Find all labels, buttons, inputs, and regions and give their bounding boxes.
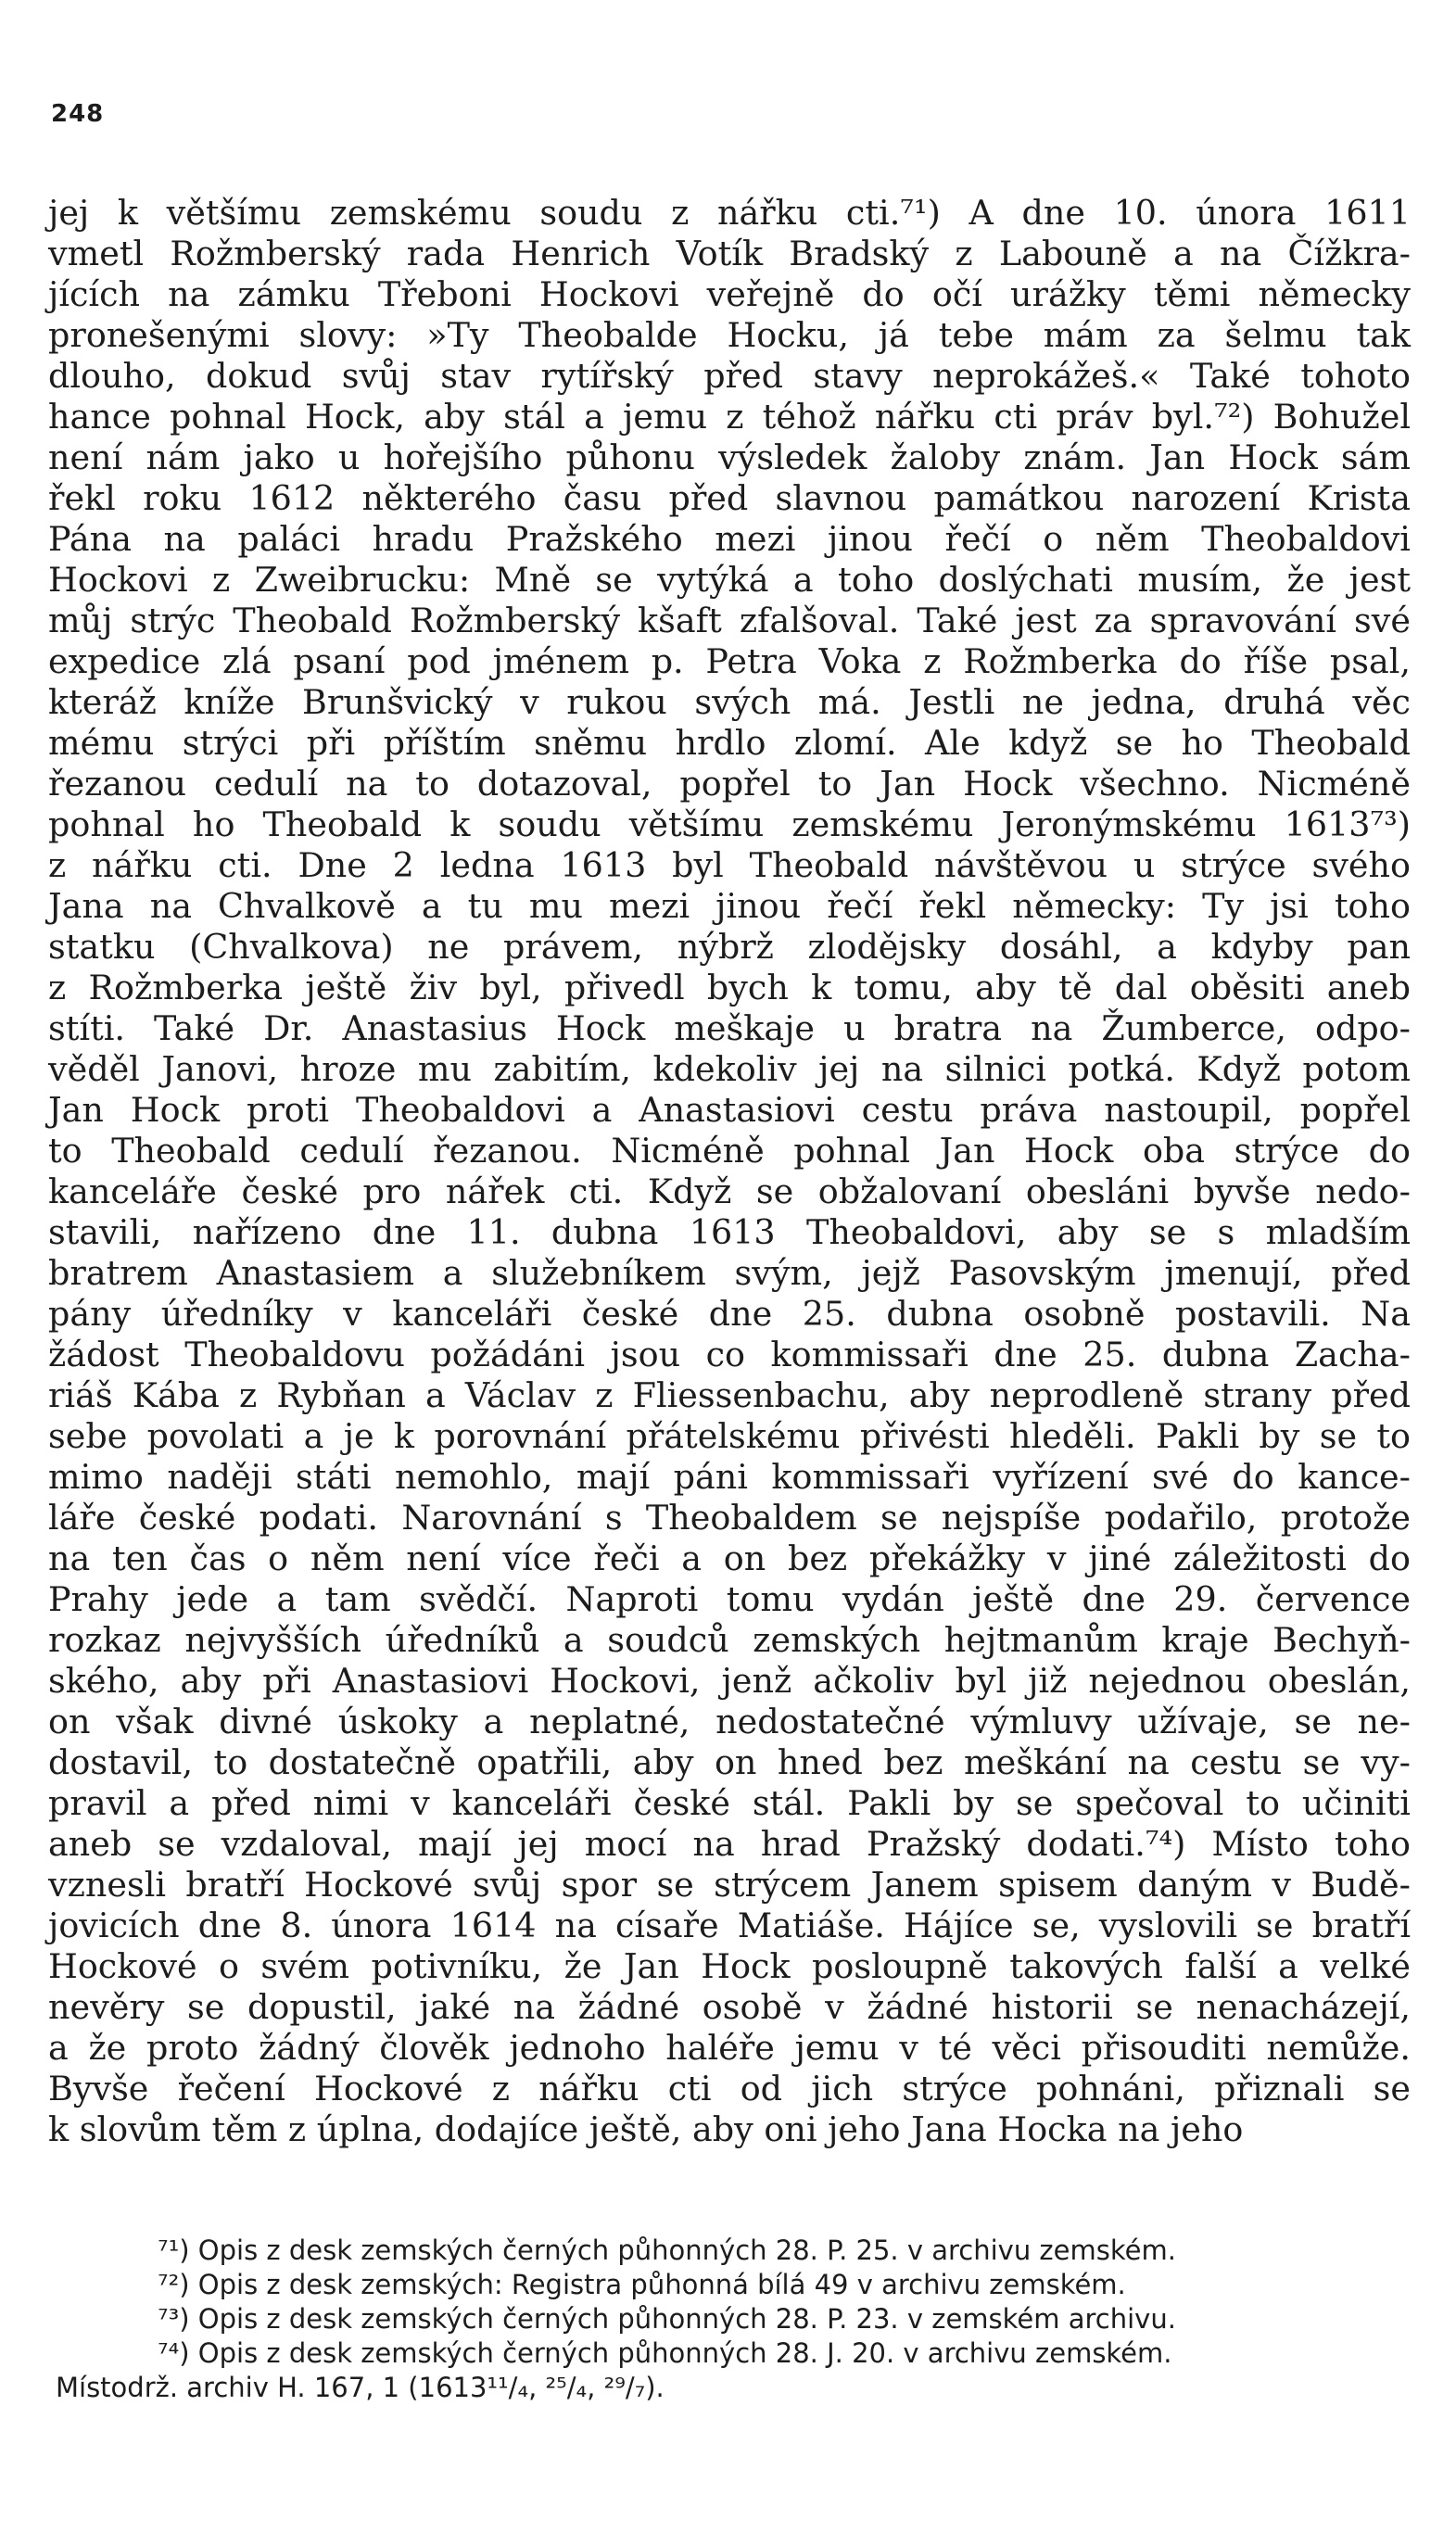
text-line: Jan Hock proti Theobaldovi a Anastasiovi cestu práva nastoupil, popřel [48,1090,1411,1130]
text-line: dostavil, to dostatečně opatřili, aby on hned bez meškání na cestu se vy- [48,1742,1411,1782]
text-line: řezanou cedulí na to dotazoval, popřel to Jan Hock všechno. Nicméně [48,764,1411,804]
text-line: aneb se vzdaloval, mají jej mocí na hrad Pražský dodati.⁷⁴) Místo toho [48,1824,1411,1864]
footnote: ⁷⁴) Opis z desk zemských černých půhonných 28. J. 20. v archivu zemském. [158,2337,1172,2369]
page-number: 248 [51,100,105,128]
text-line: jovicích dne 8. února 1614 na císaře Matiáše. Hájíce se, vyslovili se bratří [48,1906,1411,1945]
text-line: Prahy jede a tam svědčí. Naproti tomu vydán ještě dne 29. července [48,1579,1411,1619]
text-line: kteráž kníže Brunšvický v rukou svých má. Jestli ne jedna, druhá věc [48,682,1411,722]
text-line: rozkaz nejvyšších úředníků a soudců zemských hejtmanům kraje Bechyň- [48,1620,1411,1660]
text-line: věděl Janovi, hroze mu zabitím, kdekoliv jej na silnici potká. Když potom [48,1049,1411,1089]
text-line: sebe povolati a je k porovnání přátelskému přivésti hleděli. Pakli by se to [48,1416,1411,1456]
text-line: riáš Kába z Rybňan a Václav z Fliessenbachu, aby neprodleně strany před [48,1375,1411,1415]
text-line: on však divné úskoky a neplatné, nedostatečné výmluvy užívaje, se ne- [48,1702,1411,1741]
text-line: jících na zámku Třeboni Hockovi veřejně do očí urážky těmi německy [48,274,1411,314]
text-line: vznesli bratří Hockové svůj spor se strýcem Janem spisem daným v Budě- [48,1865,1411,1905]
text-line: Byvše řečení Hockové z nářku cti od jich strýce pohnáni, přiznali se [48,2069,1411,2108]
text-line: statku (Chvalkova) ne právem, nýbrž zlodějsky dosáhl, a kdyby pan [48,927,1411,967]
main-text [48,193,1411,2150]
text-line: pronešenými slovy: »Ty Theobalde Hocku, já tebe mám za šelmu tak [48,315,1411,355]
text-line: žádost Theobaldovu požádáni jsou co kommissaři dne 25. dubna Zacha- [48,1335,1411,1374]
text-line: láře české podati. Narovnání s Theobaldem se nejspíše podařilo, protože [48,1498,1411,1538]
text-line: nevěry se dopustil, jaké na žádné osobě v žádné historii se nenacházejí, [48,1987,1411,2027]
footnote-continuation: Místodrž. archiv H. 167, 1 (1613¹¹/₄, ²⁵/₄, ²⁹/₇). [56,2372,665,2403]
footnotes [56,2234,1418,2405]
text-line: pravil a před nimi v kanceláři české stál. Pakli by se spečoval to učiniti [48,1783,1411,1823]
text-line: hance pohnal Hock, aby stál a jemu z téhož nářku cti práv byl.⁷²) Bohužel [48,397,1411,437]
text-line: pohnal ho Theobald k soudu většímu zemskému Jeronýmskému 1613⁷³) [48,804,1411,844]
text-line: Pána na paláci hradu Pražského mezi jinou řečí o něm Theobaldovi [48,519,1411,559]
text-line: z Rožmberka ještě živ byl, přivedl bych k tomu, aby tě dal oběsiti aneb [48,968,1411,1007]
text-line: vmetl Rožmberský rada Henrich Votík Bradský z Labouně a na Čížkra- [48,234,1411,273]
text-line: Jana na Chvalkově a tu mu mezi jinou řečí řekl německy: Ty jsi toho [48,886,1411,926]
text-line: z nářku cti. Dne 2 ledna 1613 byl Theobald návštěvou u strýce svého [48,845,1411,885]
text-line: bratrem Anastasiem a služebníkem svým, jejž Pasovským jmenují, před [48,1253,1411,1293]
text-line: pány úředníky v kanceláři české dne 25. dubna osobně postavili. Na [48,1294,1411,1334]
footnote: ⁷³) Opis z desk zemských černých půhonných 28. P. 23. v zemském archivu. [158,2303,1176,2335]
text-line: Hockovi z Zweibrucku: Mně se vytýká a toho doslýchati musím, že jest [48,560,1411,600]
text-line: mému strýci při příštím sněmu hrdlo zlomí. Ale když se ho Theobald [48,723,1411,763]
text-line: to Theobald cedulí řezanou. Nicméně pohnal Jan Hock oba strýce do [48,1131,1411,1171]
text-line: dlouho, dokud svůj stav rytířský před stavy neprokážeš.« Také tohoto [48,356,1411,396]
text-line: na ten čas o něm není více řeči a on bez překážky v jiné záležitosti do [48,1538,1411,1578]
footnote: ⁷¹) Opis z desk zemských černých půhonných 28. P. 25. v archivu zemském. [158,2235,1176,2266]
text-line: jej k většímu zemskému soudu z nářku cti.⁷¹) A dne 10. února 1611 [48,193,1411,233]
text-line: expedice zlá psaní pod jménem p. Petra Voka z Rožmberka do říše psal, [48,641,1411,681]
text-line: stíti. Také Dr. Anastasius Hock meškaje u bratra na Žumberce, odpo- [48,1008,1411,1048]
text-line: není nám jako u hořejšího půhonu výsledek žaloby znám. Jan Hock sám [48,437,1411,477]
text-line: k slovům těm z úplna, dodajíce ještě, aby oni jeho Jana Hocka na jeho [48,2109,1244,2149]
text-line: řekl roku 1612 některého času před slavnou památkou narození Krista [48,478,1411,518]
text-line: Hockové o svém potivníku, že Jan Hock posloupně takových falší a velké [48,1946,1411,1986]
text-line: a že proto žádný člověk jednoho haléře jemu v té věci přisouditi nemůže. [48,2028,1411,2068]
footnote: ⁷²) Opis z desk zemských: Registra půhonná bílá 49 v archivu zemském. [158,2269,1126,2300]
text-line: stavili, nařízeno dne 11. dubna 1613 Theobaldovi, aby se s mladším [48,1212,1411,1252]
text-line: můj strýc Theobald Rožmberský kšaft zfalšoval. Také jest za spravování své [48,601,1411,640]
text-line: kanceláře české pro nářek cti. Když se obžalovaní obesláni byvše nedo- [48,1171,1411,1211]
text-line: ského, aby při Anastasiovi Hockovi, jenž ačkoliv byl již nejednou obeslán, [48,1661,1411,1701]
text-line: mimo naději státi nemohlo, mají páni kommissaři vyřízení své do kance- [48,1457,1411,1497]
